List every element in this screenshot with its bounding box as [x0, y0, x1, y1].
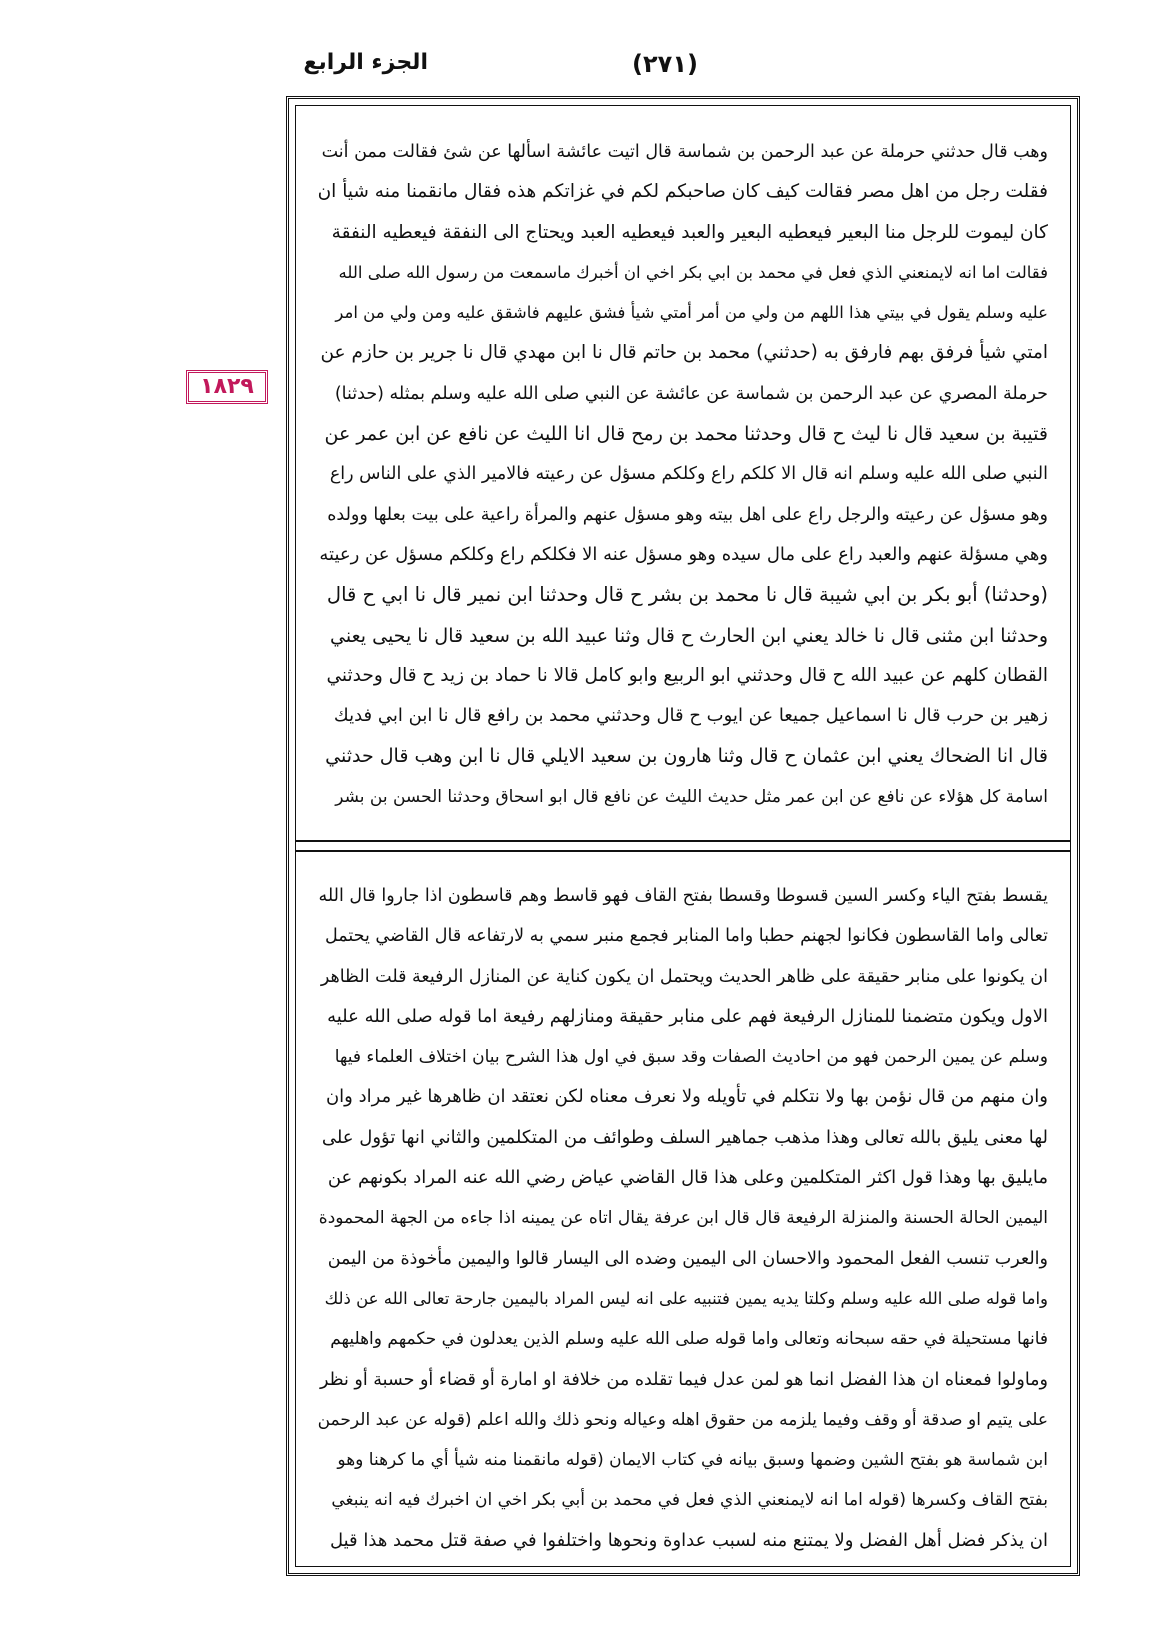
hadith-text-line: قال انا الضحاك يعني ابن عثمان ح قال وثنا هارون بن سعيد الايلي قال نا ابن وهب قال حدثني — [325, 745, 1048, 768]
hadith-text-line: امتي شيأ فرفق بهم فارفق به (حدثني) محمد بن حاتم قال نا ابن مهدي قال نا جرير بن حازم عن — [320, 342, 1048, 364]
commentary-text-line: وسلم عن يمين الرحمن فهو من احاديث الصفات وقد سبق في اول هذا الشرح بيان اختلاف العلماء فيها — [334, 1047, 1048, 1068]
section-separator — [296, 840, 1070, 852]
part-title: الجزء الرابع — [303, 50, 428, 75]
hadith-text-line: وهو مسؤل عن رعيته والرجل راع على اهل بيته وهو مسؤل عنهم والمرأة راعية على بيت بعلها وولده — [327, 504, 1048, 525]
hadith-text-line: القطان كلهم عن عبيد الله ح قال وحدثني ابو الربيع وابو كامل قالا نا حماد بن زيد ح قال وحدثني — [326, 664, 1048, 686]
hadith-text-line: (وحدثنا) أبو بكر بن ابي شيبة قال نا محمد بن بشر ح قال وحدثنا ابن نمير قال نا ابي ح قال — [326, 583, 1048, 607]
commentary-text-line: لها معنى يليق بالله تعالى وهذا مذهب جماهير السلف وطوائف من المتكلمين والثاني انها تؤول على — [321, 1126, 1048, 1148]
commentary-text-line: مايليق بها وهذا قول اكثر المتكلمين وعلى هذا قال القاضي عياض رضي الله عنه المراد بكونهم عن — [327, 1167, 1048, 1189]
commentary-text-line: ان يذكر فضل أهل الفضل ولا يمتنع منه لسبب عداوة ونحوها واختلفوا في صفة قتل محمد هذا قيل — [329, 1529, 1048, 1551]
commentary-text-line: ان يكونوا على منابر حقيقة على ظاهر الحديث ويحتمل ان يكون كناية عن المنازل الرفيعة قلت الظاهر — [320, 966, 1048, 987]
frame-inner-border — [295, 105, 1071, 1567]
hadith-text-line: زهير بن حرب قال نا اسماعيل جميعا عن ايوب ح قال وحدثني محمد بن رافع قال نا ابن ابي فديك — [333, 705, 1048, 727]
commentary-text-line: على يتيم او صدقة أو وقف وفيما يلزمه من حقوق اهله وعياله ونحو ذلك والله اعلم (قوله عن عبد الرحمن — [318, 1409, 1048, 1430]
hadith-text-line: عليه وسلم يقول في بيتي هذا اللهم من ولي من أمر أمتي شيأ فشق عليهم فاشقق عليه ومن ولي من امر — [335, 303, 1048, 323]
hadith-text-line: اسامة كل هؤلاء عن نافع عن ابن عمر مثل حديث الليث عن نافع قال ابو اسحاق وحدثنا الحسن بن بشر — [335, 786, 1048, 807]
hadith-text-line: قتيبة بن سعيد قال نا ليث ح قال وحدثنا محمد بن رمح قال انا الليث عن نافع عن ابن عمر عن — [324, 423, 1048, 446]
commentary-text-block — [318, 876, 1048, 1561]
page-number: (٢٧١) — [632, 50, 698, 78]
hadith-text-line: كان ليموت للرجل منا البعير فيعطيه البعير والعبد فيعطيه العبد ويحتاج الى النفقة فيعطيه النفقة — [331, 221, 1048, 243]
commentary-text-line: والعرب تنسب الفعل المحمود والاحسان الى اليمين وضده الى اليسار قالوا واليمين مأخوذة من اليمن — [327, 1248, 1048, 1269]
hadith-text-line: فقالت اما انه لايمنعني الذي فعل في محمد بن ابي بكر اخي ان أخبرك ماسمعت من رسول الله صلى الله — [338, 262, 1048, 282]
hadith-text-line: حرملة المصري عن عبد الرحمن بن شماسة عن عائشة عن النبي صلى الله عليه وسلم بمثله (حدثنا) — [334, 383, 1048, 404]
commentary-text-line: بفتح القاف وكسرها (قوله اما انه لايمنعني الذي فعل في محمد بن أبي بكر اخي ان اخبرك فيه انه ينبغي — [331, 1490, 1048, 1511]
commentary-text-line: واما قوله صلى الله عليه وسلم وكلتا يديه يمين فتنبيه على انه ليس المراد باليمين جارحة تعالى الله عن ذلك — [324, 1288, 1048, 1308]
commentary-text-line: وان منهم من قال نؤمن بها ولا نتكلم في تأويله ولا نعرف معناه لكن نعتقد ان ظاهرها غير مراد وان — [325, 1086, 1048, 1108]
hadith-text-line: وهب قال حدثني حرملة عن عبد الرحمن بن شماسة قال اتيت عائشة اسألها عن شئ فقالت ممن أنت — [321, 142, 1048, 162]
commentary-text-line: يقسط بفتح الياء وكسر السين قسوطا وقسطا بفتح القاف فهو قاسط وهم قاسطون اذا جاروا قال الله — [318, 886, 1048, 906]
commentary-text-line: وماولوا فمعناه ان هذا الفضل انما هو لمن عدل فيما تقلده من خلافة او امارة أو قضاء أو حسبة أو نظر — [319, 1369, 1048, 1390]
hadith-text-line: وحدثنا ابن مثنى قال نا خالد يعني ابن الحارث ح قال وثنا عبيد الله بن سعيد قال نا يحيى يعني — [330, 624, 1048, 647]
commentary-text-line: فانها مستحيلة في حقه سبحانه وتعالى واما قوله صلى الله عليه وسلم الذين يعدلون في حكمهم واهليهم — [330, 1329, 1048, 1350]
page-frame — [286, 96, 1080, 1576]
hadith-text-line: وهي مسؤلة عنهم والعبد راع على مال سيده وهو مسؤل عنه الا فكلكم راع وكلكم مسؤل عن رعيته — [319, 543, 1048, 565]
commentary-text-line: تعالى واما القاسطون فكانوا لجهنم حطبا واما المنابر فجمع منبر سمي به لارتفاعه قال القاضي يحتمل — [325, 926, 1048, 947]
hadith-text-line: النبي صلى الله عليه وسلم انه قال الا كلكم راع وكلكم مسؤل عن رعيته فالامير الذي على الناس راع — [329, 464, 1048, 485]
hadith-text-block — [318, 132, 1048, 817]
commentary-text-line: اليمين الحالة الحسنة والمنزلة الرفيعة قال قال ابن عرفة يقال اتاه عن يمينه اذا جاءه من الجهة المحمودة — [318, 1208, 1048, 1229]
hadith-number-box: ١٨٢٩ — [186, 370, 268, 404]
commentary-text-line: ابن شماسة هو بفتح الشين وضمها وسبق بيانه في كتاب الايمان (قوله مانقمنا منه شيأ أي ما كرهنا وهو — [337, 1450, 1048, 1471]
hadith-text-line: فقلت رجل من اهل مصر فقالت كيف كان صاحبكم لكم في غزاتكم هذه فقال مانقمنا منه شيأ ان — [318, 181, 1048, 203]
commentary-text-line: الاول ويكون متضمنا للمنازل الرفيعة فهم على منابر حقيقة ومنازلهم رفيعة اما قوله صلى الله عليه — [327, 1005, 1048, 1027]
